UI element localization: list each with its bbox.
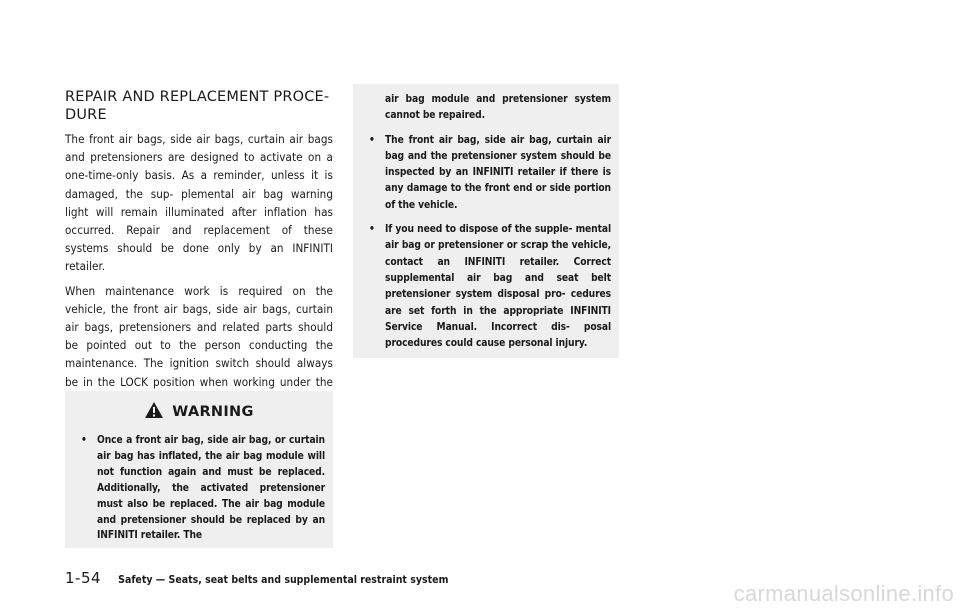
bullet: • (369, 224, 375, 236)
warning-box (65, 391, 333, 548)
warning-title: WARNING (172, 404, 254, 420)
warning-header (65, 401, 333, 423)
warning-continued-text: air bag module and pretensioner system cannot be repaired. (385, 94, 611, 122)
warning-list-right (367, 92, 611, 360)
paragraph-1: The front air bags, side air bags, curtain air bags and pretensioners are designed to activate on a one-time-only basis. As a reminder, unless it is damaged, the sup- plemental air bag warning light will remain illuminated after inflation has occurred. Repair and replacement of these systems should be done only by an INFINITI retailer. (65, 132, 333, 274)
warning-item (367, 133, 611, 214)
warning-triangle-icon (144, 401, 164, 423)
warning-box-continued (353, 84, 619, 358)
warning-item (79, 433, 325, 544)
warning-item (367, 222, 611, 352)
paragraph-2: When maintenance work is required on the vehicle, the front air bags, side air bags, curtain air bags, pretensioners and related parts should be pointed out to the person conducting the maintenance. The ignition switch should always be in the LOCK position when working under the (65, 283, 333, 389)
bullet: • (369, 134, 375, 146)
warning-list-left (79, 433, 325, 544)
warning-item-text: The front air bag, side air bag, curtain air bag and the pretensioner system should be inspected by an INFINITI retailer if there is any damage to the front end or side portion of the vehicle. (385, 134, 611, 211)
left-column (65, 88, 333, 415)
warning-item-continued (367, 92, 611, 125)
section-heading: REPAIR AND REPLACEMENT PROCE- DURE (65, 89, 330, 123)
page-footer (65, 568, 448, 587)
warning-item-text: If you need to dispose of the supple- mental air bag or pretensioner or scrap the vehicle, contact an INFINITI retailer. Correct supplemental air bag and seat belt pretensioner system disposal pro- cedures are set forth in the appropriate INFINITI Service Manual. Incorrect dis- posal procedures could cause personal injury. (385, 224, 611, 350)
watermark: carmanualsonline.info (733, 581, 954, 606)
bullet: • (81, 435, 87, 446)
warning-item-text: Once a front air bag, side air bag, or curtain air bag has inflated, the air bag module will not function again and must be replaced. Additionally, the activated pretensioner must also be replaced. The air bag module and pretensioner should be replaced by an INFINITI retailer. The (97, 435, 325, 542)
page-number: 1-54 (65, 569, 102, 587)
footer-section-title: Safety — Seats, seat belts and supplemental restraint system (118, 574, 449, 586)
